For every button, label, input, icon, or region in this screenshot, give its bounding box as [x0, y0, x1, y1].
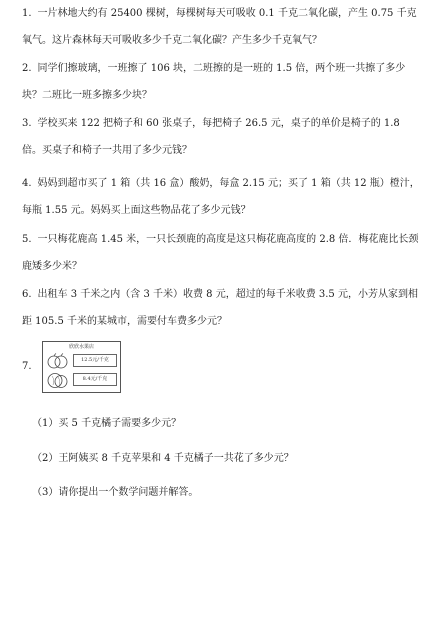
sub-question-2: （2）王阿姨买 8 千克苹果和 4 千克橘子一共花了多少元？	[32, 453, 294, 464]
problem-5	[22, 226, 422, 280]
problem-6	[22, 281, 422, 335]
problem-text: 出租车 3 千米之内（含 3 千米）收费 8 元，超过的每千米收费 3.5 元，小芳从家到相距 105.5 千米的某城市，需要付车费多少元？	[22, 289, 418, 327]
apple-price: 12.5元/千克	[73, 354, 117, 367]
problem-number: 3.	[22, 118, 32, 129]
problem-number: 2.	[22, 63, 32, 74]
problem-1	[22, 0, 422, 54]
problem-3	[22, 110, 422, 164]
problem-7-number: 7.	[22, 361, 32, 372]
problem-2	[22, 55, 422, 109]
orange-icon	[46, 371, 70, 389]
problem-number: 4.	[22, 178, 32, 189]
store-title: 欣欣水果店	[68, 344, 94, 350]
problem-text: 同学们擦玻璃，一班擦了 106 块，二班擦的是一班的 1.5 倍，两个班一共擦了多少块？二班比一班多擦多少块？	[22, 63, 406, 101]
sub-question-1: （1）买 5 千克橘子需要多少元？	[32, 418, 182, 429]
apple-price-row	[46, 352, 118, 370]
problem-number: 1.	[22, 8, 32, 19]
problem-4	[22, 170, 422, 224]
problem-text: 妈妈到超市买了 1 箱（共 16 盒）酸奶，每盒 2.15 元；买了 1 箱（共 12 瓶）橙汁，每瓶 1.55 元。妈妈买上面这些物品花了多少元钱？	[22, 178, 420, 216]
sub-question-3: （3）请你提出一个数学问题并解答。	[32, 487, 199, 498]
orange-price: 8.4元/千克	[73, 373, 117, 386]
orange-price-row	[46, 371, 118, 389]
problem-text: 一片林地大约有 25400 棵树，每棵树每天可吸收 0.1 千克二氧化碳，产生 0.75 千克氧气。这片森林每天可吸收多少千克二氧化碳？产生多少千克氧气？	[22, 8, 417, 46]
problem-text: 学校买来 122 把椅子和 60 张桌子，每把椅子 26.5 元，桌子的单价是椅子的 1.8 倍。买桌子和椅子一共用了多少元钱？	[22, 118, 400, 156]
apple-icon	[46, 352, 70, 370]
problem-number: 6.	[22, 289, 32, 300]
problem-number: 5.	[22, 234, 32, 245]
problem-text: 一只梅花鹿高 1.45 米，一只长颈鹿的高度是这只梅花鹿高度的 2.8 倍．梅花鹿比长颈鹿矮多少米？	[22, 234, 419, 272]
fruit-store-price-board	[42, 341, 121, 393]
